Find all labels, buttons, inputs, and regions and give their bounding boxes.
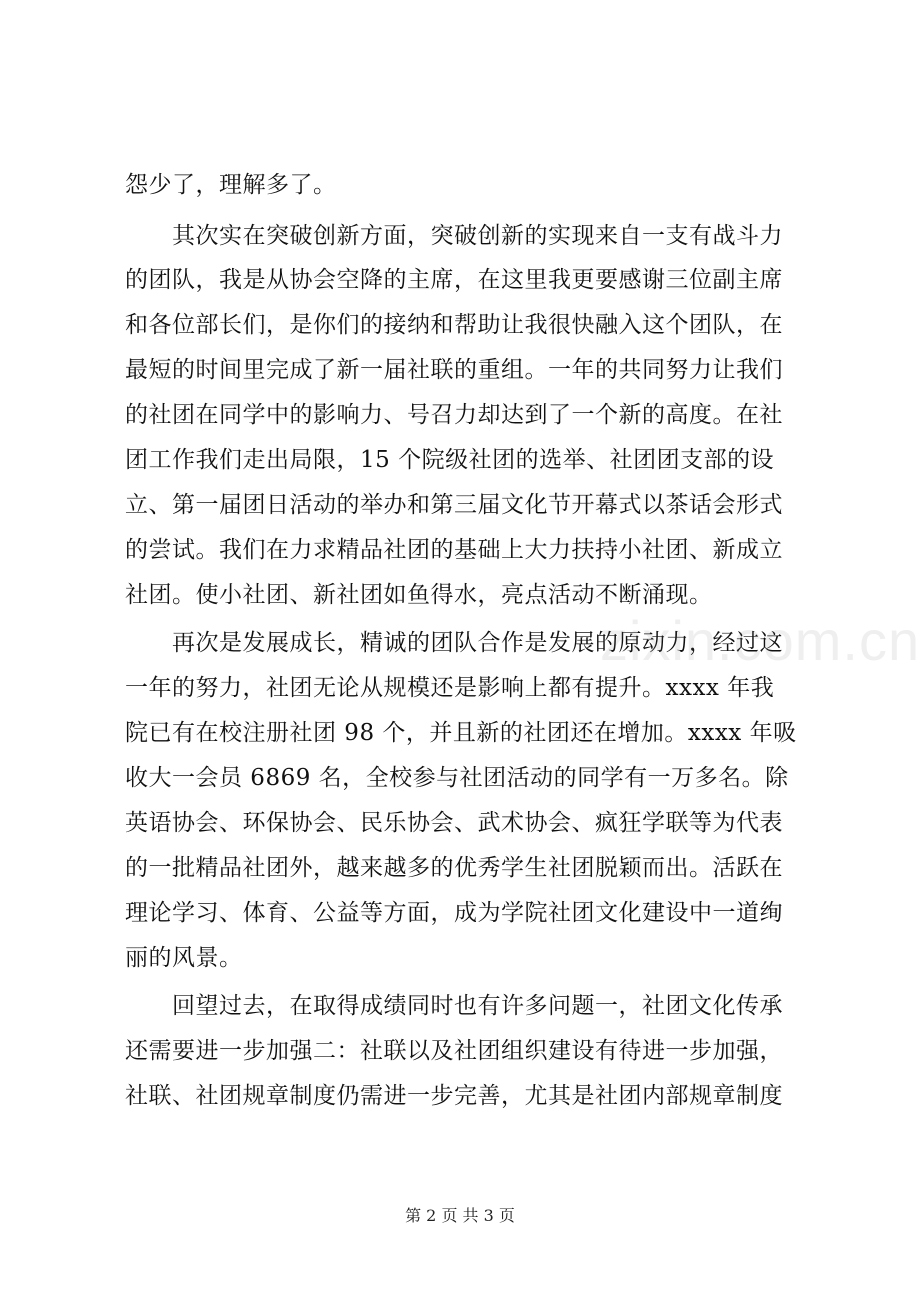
paragraph-line: 丽的风景。 — [125, 945, 243, 971]
paragraph-line: 的尝试。我们在力求精品社团的基础上大力扶持小社团、新成立 — [125, 537, 783, 563]
paragraph-line: 社团。使小社团、新社团如鱼得水，亮点活动不断涌现。 — [125, 582, 713, 608]
paragraph-line: 社联、社团规章制度仍需进一步完善，尤其是社团内部规章制度 — [125, 1083, 783, 1109]
paragraph-line: 其次实在突破创新方面，突破创新的实现来自一支有战斗力 — [172, 223, 783, 249]
paragraph-line: 还需要进一步加强二：社联以及社团组织建设有待进一步加强， — [125, 1038, 783, 1064]
page-footer: 第 2 页 共 3 页 — [405, 1206, 515, 1225]
paragraph-line: 最短的时间里完成了新一届社联的重组。一年的共同努力让我们 — [125, 357, 783, 383]
paragraph-line: 收大一会员 6869 名，全校参与社团活动的同学有一万多名。除 — [125, 765, 789, 791]
paragraph-line: 的社团在同学中的影响力、号召力却达到了一个新的高度。在社 — [125, 402, 783, 428]
paragraph-line: 团工作我们走出局限，15 个院级社团的选举、社团团支部的设 — [125, 447, 775, 473]
paragraph-line: 立、第一届团日活动的举办和第三届文化节开幕式以茶话会形式 — [125, 492, 783, 518]
paragraph-line: 理论学习、体育、公益等方面，成为学院社团文化建设中一道绚 — [125, 900, 783, 926]
paragraph-line: 再次是发展成长，精诚的团队合作是发展的原动力，经过这 — [172, 630, 783, 656]
paragraph-line: 回望过去，在取得成绩同时也有许多问题一，社团文化传承 — [172, 993, 783, 1019]
watermark: zixin.com.cn — [600, 609, 920, 672]
paragraph-line: 的一批精品社团外，越来越多的优秀学生社团脱颖而出。活跃在 — [125, 855, 783, 881]
paragraph-line: 英语协会、环保协会、民乐协会、武术协会、疯狂学联等为代表 — [125, 810, 783, 836]
paragraph-line: 的团队，我是从协会空降的主席，在这里我更要感谢三位副主席 — [125, 267, 783, 293]
paragraph-line: 怨少了，理解多了。 — [125, 172, 337, 198]
paragraph-line: 院已有在校注册社团 98 个，并且新的社团还在增加。xxxx 年吸 — [125, 720, 797, 746]
paragraph-line: 和各位部长们，是你们的接纳和帮助让我很快融入这个团队，在 — [125, 312, 783, 338]
paragraph-line: 一年的努力，社团无论从规模还是影响上都有提升。xxxx 年我 — [125, 675, 775, 701]
